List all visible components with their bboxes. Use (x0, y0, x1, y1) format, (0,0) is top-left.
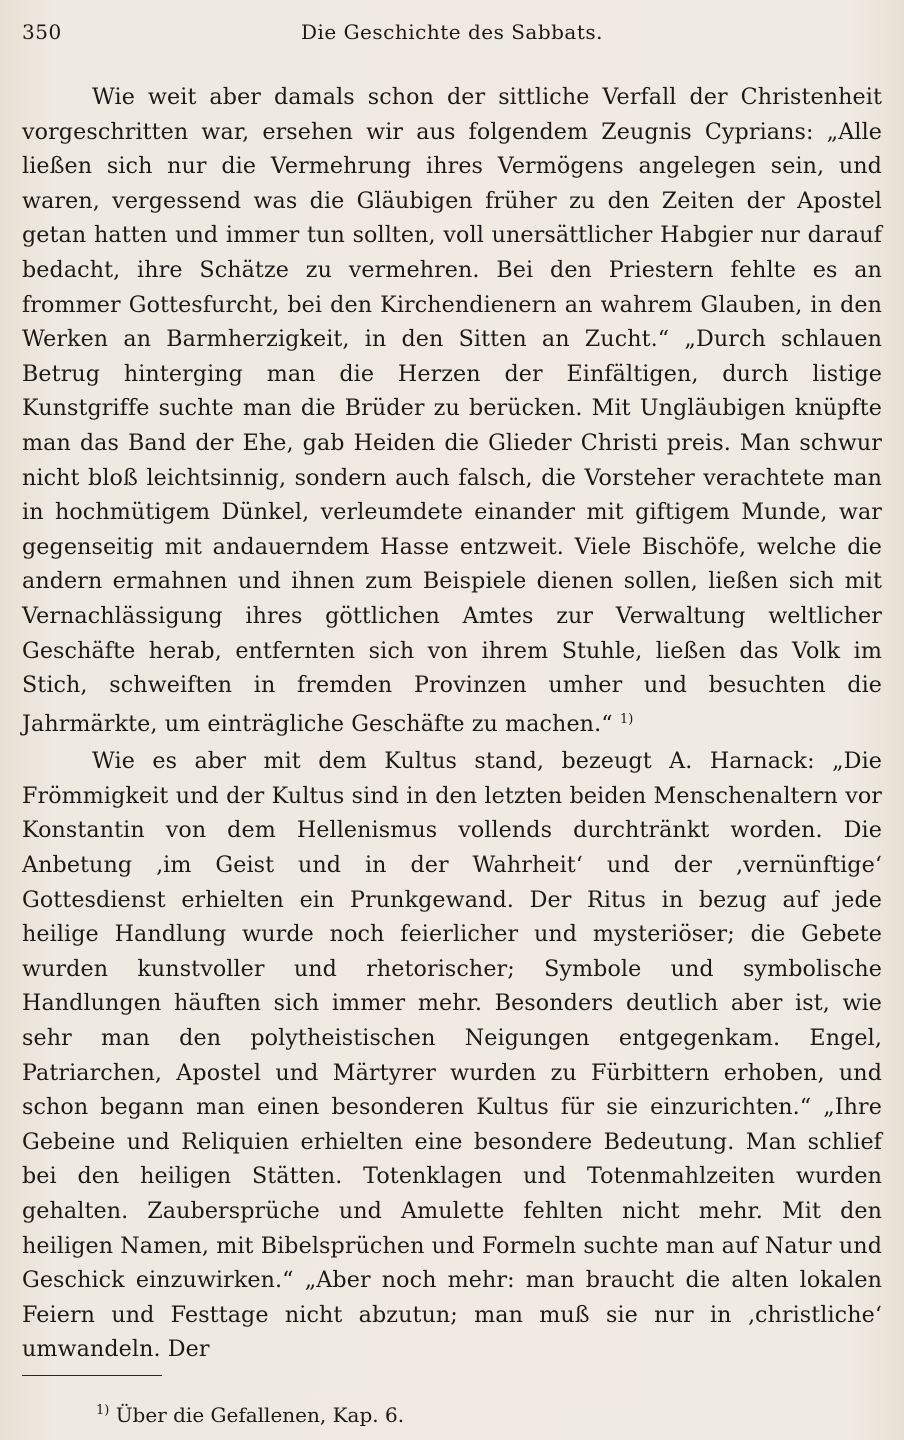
paragraph-cyprian-quote (22, 80, 882, 741)
paragraph-1-text: Wie weit aber damals schon der sittliche Verfall der Christenheit vorgeschritten war, ersehen wir aus folgendem Zeugnis Cyprians: „Alle ließen sich nur die Vermehrung ihres Vermögens angelegen sein, und waren, vergessend was die Gläubigen früher zu den Zeiten der Apostel getan hatten und immer tun sollten, voll unersättlicher Habgier nur darauf bedacht, ihre Schätze zu vermehren. Bei den Priestern fehlte es an frommer Gottesfurcht, bei den Kirchendienern an wahrem Glauben, in den Werken an Barmherzigkeit, in den Sitten an Zucht.“ „Durch schlauen Betrug hinterging man die Herzen der Einfältigen, durch listige Kunstgriffe suchte man die Brüder zu berücken. Mit Ungläubigen knüpfte man das Band der Ehe, gab Heiden die Glieder Christi preis. Man schwur nicht bloß leichtsinnig, sondern auch falsch, die Vorsteher verachtete man in hochmütigem Dünkel, verleumdete einander mit giftigem Munde, war gegenseitig mit andauerndem Hasse entzweit. Viele Bischöfe, welche die andern ermahnen und ihnen zum Beispiele dienen sollen, ließen sich mit Vernachlässigung ihres göttlichen Amtes zur Verwaltung weltlicher Geschäfte herab, entfernten sich von ihrem Stuhle, ließen das Volk im Stich, schweiften in fremden Provinzen umher und besuchten die Jahrmärkte, um einträgliche Geschäfte zu machen.“ (22, 84, 882, 737)
page-number: 350 (22, 20, 62, 44)
page-header (22, 18, 882, 52)
paragraph-2-text: Wie es aber mit dem Kultus stand, bezeugt A. Harnack: „Die Frömmigkeit und der Kultus sind in den letzten beiden Menschenaltern vor Konstantin von dem Hellenismus vollends durchtränkt worden. Die Anbetung ‚im Geist und in der Wahrheit‘ und der ‚vernünftige‘ Gottesdienst erhielten ein Prunkgewand. Der Ritus in bezug auf jede heilige Handlung wurde noch feierlicher und mysteriöser; die Gebete wurden kunstvoller und rhetorischer; Symbole und symbolische Handlungen häuften sich immer mehr. Besonders deutlich aber ist, wie sehr man den polytheistischen Neigungen entgegenkam. Engel, Patriarchen, Apostel und Märtyrer wurden zu Fürbittern erhoben, und schon begann man einen besonderen Kultus für sie einzurichten.“ „Ihre Gebeine und Reliquien erhielten eine besondere Bedeutung. Man schlief bei den heiligen Stätten. Totenklagen und Totenmahlzeiten wurden gehalten. Zaubersprüche und Amulette fehlten nicht mehr. Mit den heiligen Namen, mit Bibelsprüchen und Formeln suchte man auf Natur und Geschick einzuwirken.“ „Aber noch mehr: man braucht die alten lokalen Feiern und Festtage nicht abzutun; man muß sie nur in ‚christliche‘ umwandeln. Der (22, 748, 882, 1363)
footnote-reference: 1) (619, 711, 634, 727)
footnote-marker: 1) (96, 1403, 110, 1418)
body-text (22, 80, 882, 1367)
running-title: Die Geschichte des Sabbats. (300, 20, 604, 44)
footnote-text: Über die Gefallenen, Kap. 6. (115, 1403, 405, 1427)
footnote (96, 1398, 404, 1428)
paragraph-harnack-quote (22, 744, 882, 1367)
footnote-divider (22, 1375, 162, 1376)
